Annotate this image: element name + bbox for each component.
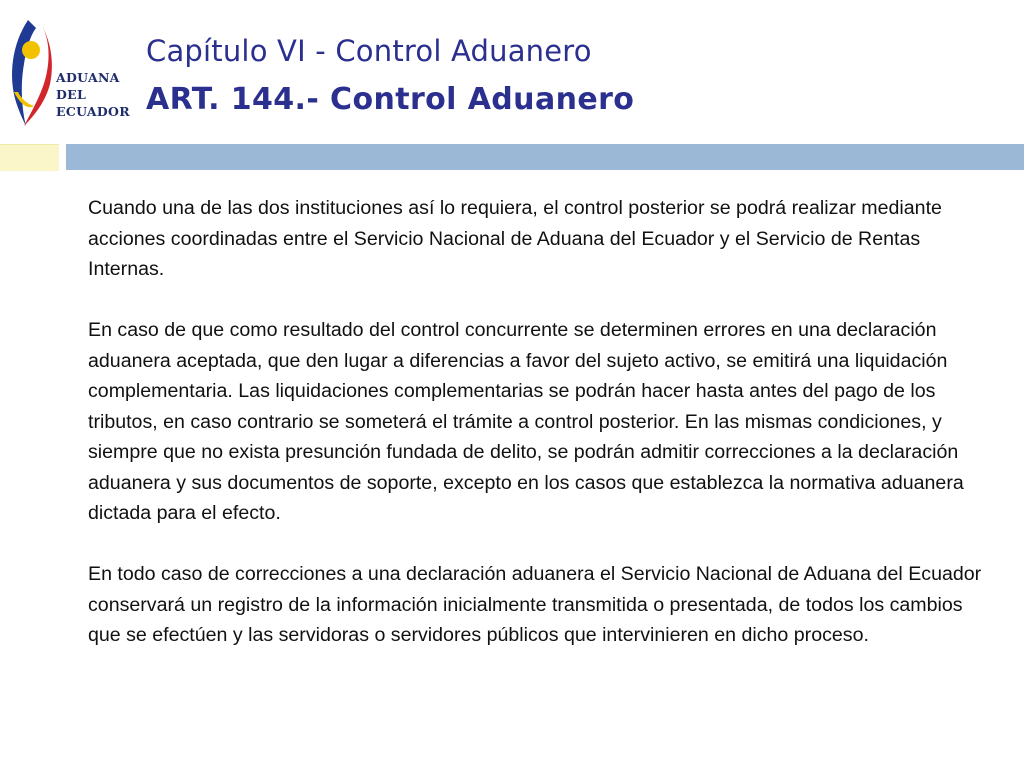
logo-wordmark — [56, 69, 130, 120]
paragraph-3: En todo caso de correcciones a una declaración aduanera el Servicio Nacional de Aduana del Ecuador conservará un registro de la información inicialmente transmitida o presentada, de todos los cambios que se efectúen y las servidoras o servidores públicos que intervinieren en dicho proceso. — [88, 563, 982, 646]
article-body — [88, 193, 988, 651]
header-band-yellow — [0, 144, 59, 171]
logo-yellow-ball — [22, 41, 40, 59]
header-band-blue — [66, 144, 1024, 170]
aduana-logo — [6, 14, 136, 132]
logo-line-1: ADUANA — [56, 70, 120, 85]
chapter-title: Capítulo VI - Control Aduanero — [146, 34, 592, 68]
paragraph-2: En caso de que como resultado del control concurrente se determinen errores en una declaración aduanera aceptada, que den lugar a diferencias a favor del sujeto activo, se emitirá una liquidación complementaria. Las liquidaciones complementarias se podrán hacer hasta antes del pago de los tributos, en caso contrario se someterá el trámite a control posterior. En las mismas condiciones, y siempre que no exista presunción fundada de delito, se podrán admitir correcciones a la declaración aduanera y sus documentos de soporte, excepto en los casos que establezca la normativa aduanera dictada para el efecto. — [88, 319, 964, 524]
logo-line-3: ECUADOR — [56, 104, 130, 119]
logo-line-2: DEL — [56, 87, 87, 102]
article-title: ART. 144.- Control Aduanero — [146, 82, 635, 117]
paragraph-1: Cuando una de las dos instituciones así lo requiera, el control posterior se podrá realizar mediante acciones coordinadas entre el Servicio Nacional de Aduana del Ecuador y el Servicio de Rentas Internas. — [88, 197, 942, 280]
